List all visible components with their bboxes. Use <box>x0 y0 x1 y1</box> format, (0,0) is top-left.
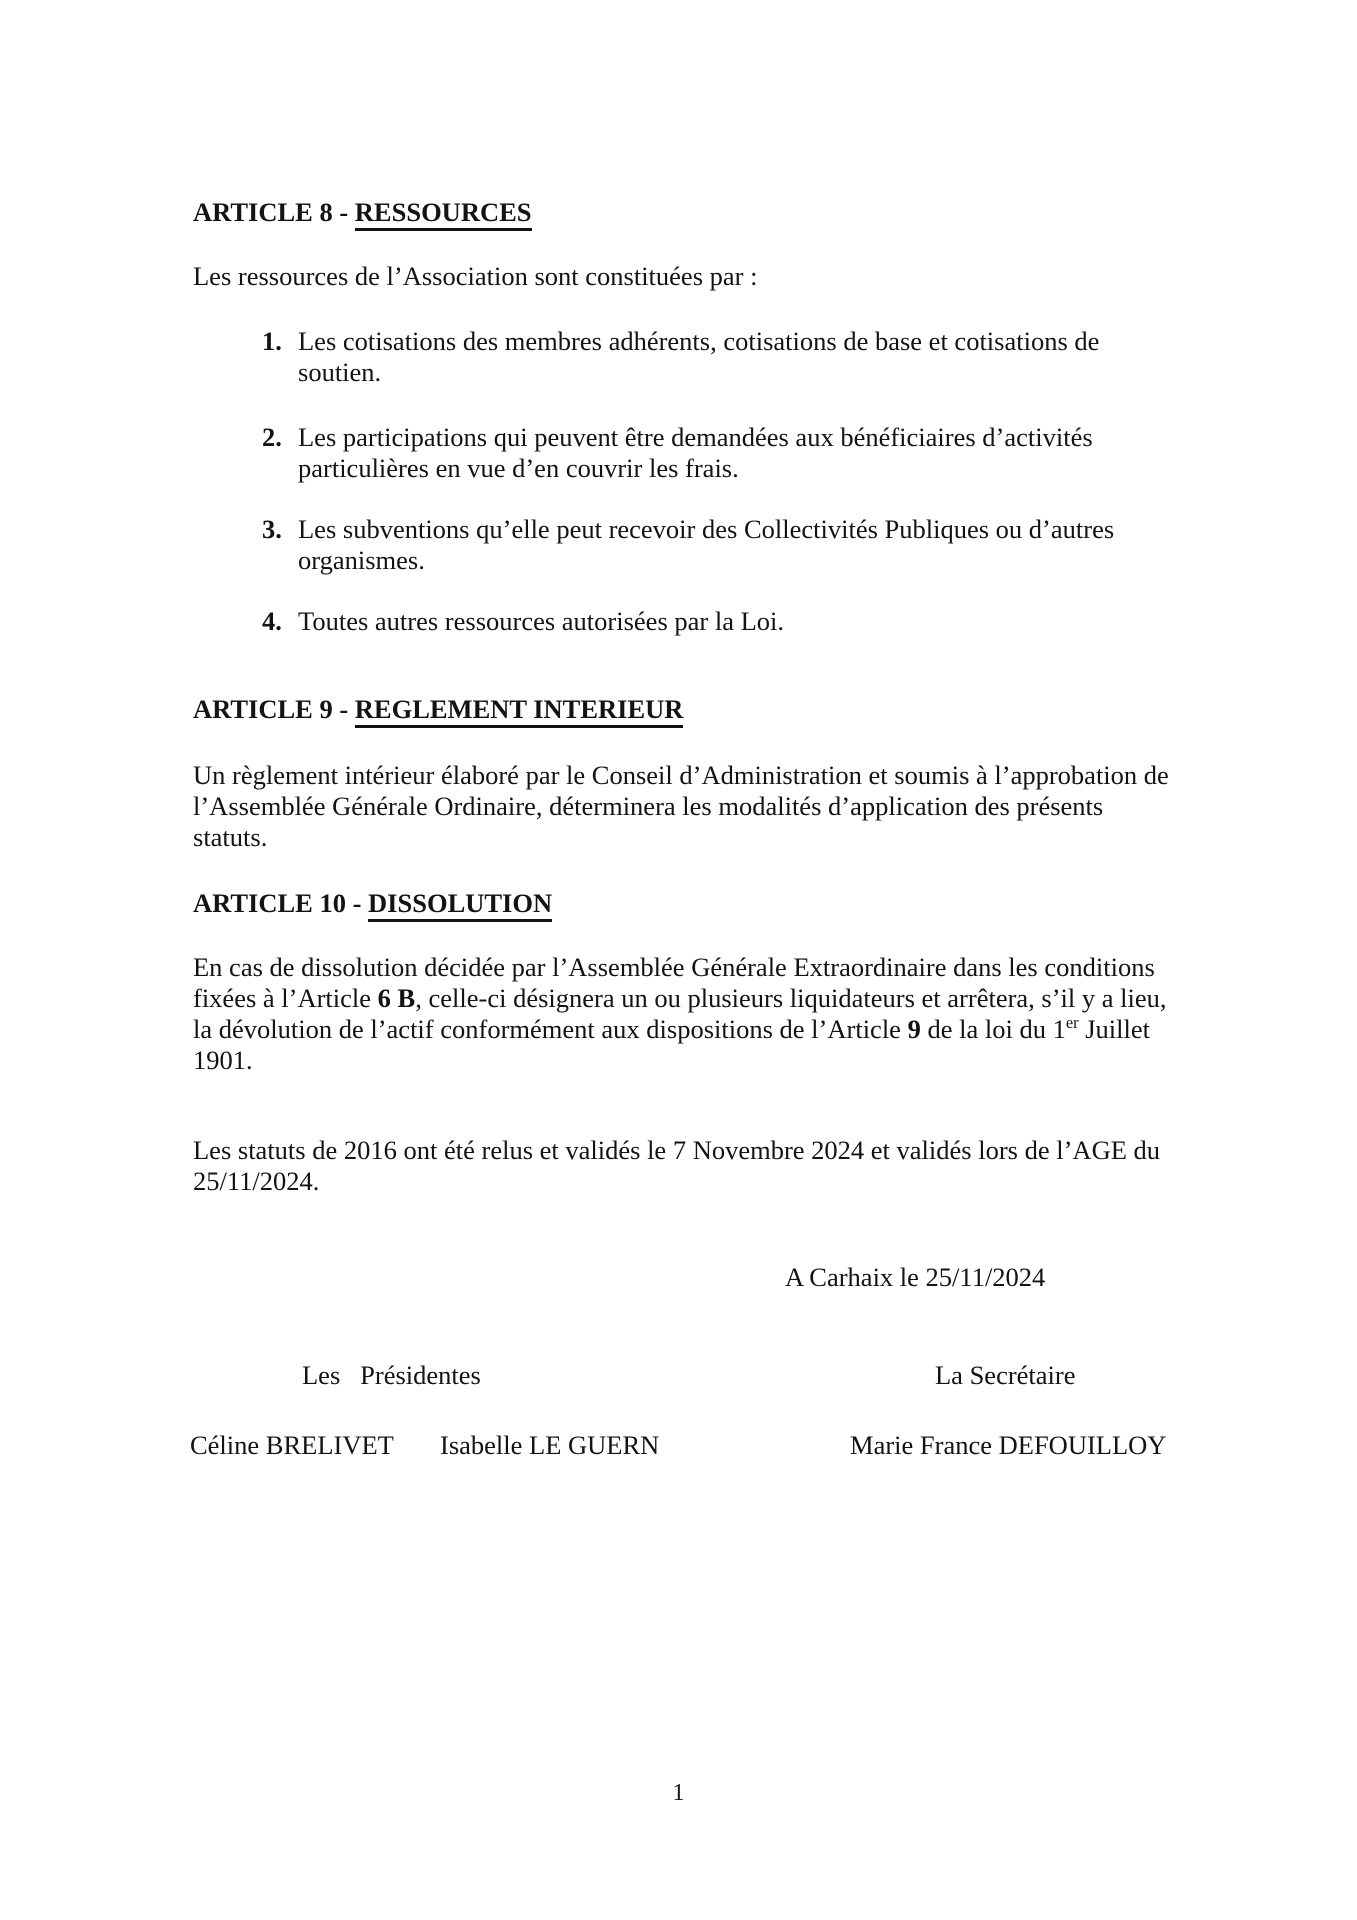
article10-line-2-pre: fixées à l’Article <box>193 983 378 1013</box>
list-item-1-line-1: Les cotisations des membres adhérents, cotisations de base et cotisations de <box>298 326 1100 356</box>
article10-paragraph <box>193 952 1167 1076</box>
article9-heading <box>193 694 683 725</box>
article10-line-3-pre: la dévolution de l’actif conformément aux dispositions de l’Article <box>193 1014 908 1044</box>
article10-line-1: En cas de dissolution décidée par l’Assemblée Générale Extraordinaire dans les conditions <box>193 952 1155 982</box>
article8-intro: Les ressources de l’Association sont constituées par : <box>193 261 758 291</box>
article10-line-2-post: , celle-ci désignera un ou plusieurs liquidateurs et arrêtera, s’il y a lieu, <box>415 983 1167 1013</box>
article10-heading-label: ARTICLE 10 - <box>193 888 369 918</box>
list-item-2-line-1: Les participations qui peuvent être demandées aux bénéficiaires d’activités <box>298 422 1093 452</box>
list-item-3-number: 3. <box>262 514 282 544</box>
validation-line-2: 25/11/2024. <box>193 1166 320 1196</box>
role-secretary-label: La Secrétaire <box>935 1360 1076 1390</box>
role-presidents-label: Les Présidentes <box>302 1360 481 1390</box>
president1-name: Céline BRELIVET <box>190 1430 394 1460</box>
article10-line-3-post: Juillet <box>1078 1014 1150 1044</box>
page-number: 1 <box>672 1780 685 1806</box>
list-item-1 <box>193 326 1099 388</box>
article8-heading <box>193 197 532 228</box>
list-item-3-line-2: organismes. <box>298 545 425 575</box>
president2-name: Isabelle LE GUERN <box>440 1430 660 1460</box>
secretary-name: Marie France DEFOUILLOY <box>850 1430 1167 1460</box>
article10-line-3-superscript: er <box>1065 1013 1079 1033</box>
article10-line-2-bold: 6 B <box>377 983 416 1013</box>
list-item-2-line-2: particulières en vue d’en couvrir les frais. <box>298 453 739 483</box>
article10-heading-title: DISSOLUTION <box>368 888 552 922</box>
article9-paragraph <box>193 760 1169 853</box>
article8-heading-title: RESSOURCES <box>355 197 532 231</box>
article10-line-2 <box>193 983 1167 1014</box>
validation-line-1: Les statuts de 2016 ont été relus et validés le 7 Novembre 2024 et validés lors de l’AGE du <box>193 1135 1161 1165</box>
list-item-4 <box>193 606 784 637</box>
list-item-4-number: 4. <box>262 606 282 636</box>
list-item-4-line-1: Toutes autres ressources autorisées par la Loi. <box>298 606 785 636</box>
article8-heading-label: ARTICLE 8 - <box>193 197 355 227</box>
list-item-3 <box>193 514 1114 576</box>
article9-heading-title: REGLEMENT INTERIEUR <box>355 694 684 728</box>
list-item-1-number: 1. <box>262 326 282 356</box>
article10-line-3-bold: 9 <box>907 1014 921 1044</box>
article10-line-4: 1901. <box>193 1045 253 1075</box>
article9-line-3: statuts. <box>193 822 268 852</box>
article10-heading <box>193 888 552 919</box>
article10-line-3-mid: de la loi du 1 <box>920 1014 1066 1044</box>
list-item-2 <box>193 422 1093 484</box>
validation-paragraph <box>193 1135 1160 1197</box>
list-item-3-line-1: Les subventions qu’elle peut recevoir des Collectivités Publiques ou d’autres <box>298 514 1115 544</box>
article9-heading-label: ARTICLE 9 - <box>193 694 355 724</box>
article9-line-1: Un règlement intérieur élaboré par le Conseil d’Administration et soumis à l’approbation de <box>193 760 1169 790</box>
list-item-1-line-2: soutien. <box>298 357 382 387</box>
article10-line-3 <box>193 1014 1167 1045</box>
article9-line-2: l’Assemblée Générale Ordinaire, déterminera les modalités d’application des présents <box>193 791 1104 821</box>
place-date-line: A Carhaix le 25/11/2024 <box>785 1262 1046 1292</box>
list-item-2-number: 2. <box>262 422 282 452</box>
